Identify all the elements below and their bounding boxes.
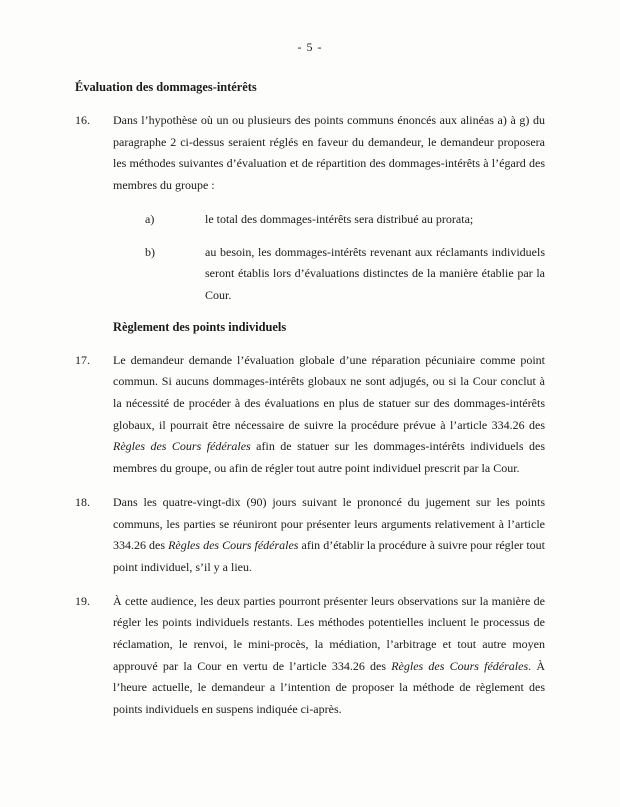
paragraph-body: Dans les quatre-vingt-dix (90) jours suivant le prononcé du jugement sur les points communs, les parties se réuniront pour présenter leurs arguments relativement à l’article 334.26 des Règles des Cours fédérales afin d’établir la procédure à suivre pour régler tout point individuel, s’il y a lieu.: [113, 494, 546, 574]
paragraph-16: [75, 110, 545, 197]
item-body: le total des dommages-intérêts sera distribué au prorata;: [205, 211, 474, 226]
list-item-b: [145, 242, 545, 307]
page-number: - 5 -: [297, 40, 323, 54]
item-body: au besoin, les dommages-intérêts revenant aux réclamants individuels seront établis lors d’évaluations distinctes de la manière établie par la Cour.: [205, 244, 545, 302]
paragraph-number: 16.: [75, 113, 90, 127]
item-label: a): [145, 211, 155, 226]
section-heading-individual: Règlement des points individuels: [113, 319, 287, 334]
paragraph-number: 19.: [75, 593, 90, 608]
section-heading-damages: Évaluation des dommages-intérêts: [75, 80, 257, 94]
paragraph-body: Dans l’hypothèse où un ou plusieurs des points communs énoncés aux alinéas a) à g) du paragraphe 2 ci-dessus seraient réglés en faveur du demandeur, le demandeur proposera les méthodes suivantes d’évaluation et de répartition des dommages-intérêts à l’égard des membres du groupe :: [113, 113, 545, 193]
paragraph-number: 18.: [75, 494, 90, 509]
paragraph-17: [75, 350, 545, 480]
list-item-a: [145, 209, 545, 231]
item-label: b): [145, 244, 155, 259]
paragraph-18: [75, 492, 545, 579]
paragraph-body: À cette audience, les deux parties pourront présenter leurs observations sur la manière de régler les points individuels restants. Les méthodes potentielles incluent le processus de réclamation, le renvoi, le mini-procès, la médiation, l’arbitrage et tout autre moyen approuvé par la Cour en vertu de l’article 334.26 des Règles des Cours fédérales. À l’heure actuelle, le demandeur a l’intention de proposer la méthode de règlement des points individuels en suspens indiquée ci-après.: [113, 593, 545, 717]
paragraph-number: 17.: [75, 352, 90, 367]
paragraph-body: Le demandeur demande l’évaluation globale d’une réparation pécuniaire comme point commun. Si aucuns dommages-intérêts globaux ne sont adjugés, ou si la Cour conclut à la nécessité de procéder à des évaluations en plus de statuer sur des dommages-intérêts globaux, il pourrait être nécessaire de suivre la procédure prévue à l’article 334.26 des Règles des Cours fédérales afin de statuer sur les dommages-intérêts individuels des membres du groupe, ou afin de régler tout autre point individuel prescrit par la Cour.: [113, 352, 545, 476]
paragraph-19: [75, 591, 545, 721]
